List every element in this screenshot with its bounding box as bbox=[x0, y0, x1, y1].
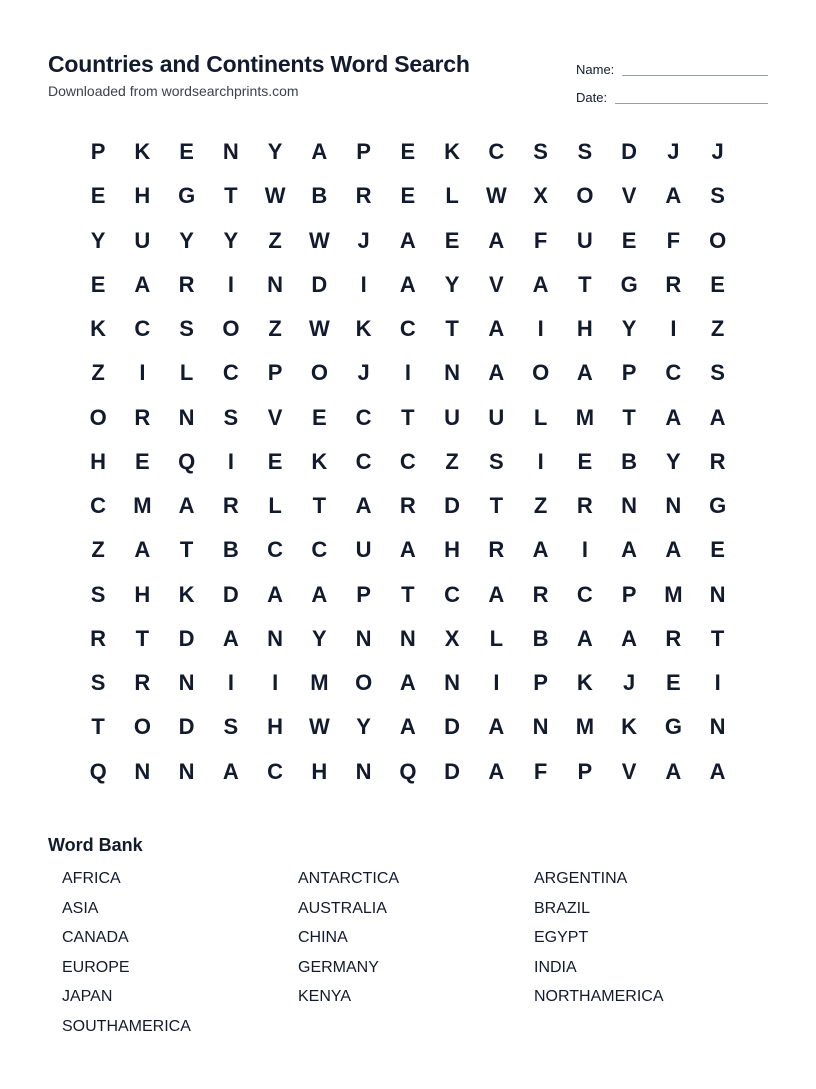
grid-cell[interactable]: I bbox=[272, 670, 279, 696]
grid-cell[interactable]: J bbox=[357, 227, 370, 253]
grid-cell[interactable]: Q bbox=[178, 448, 196, 474]
grid-cell[interactable]: A bbox=[222, 758, 239, 784]
grid-cell[interactable]: A bbox=[665, 758, 682, 784]
grid-cell[interactable]: T bbox=[710, 625, 725, 651]
grid-cell[interactable]: I bbox=[360, 271, 367, 297]
word-bank-item: AUSTRALIA bbox=[298, 899, 387, 917]
grid-cell[interactable]: H bbox=[267, 714, 284, 740]
grid-cell[interactable]: C bbox=[355, 448, 372, 474]
grid-cell[interactable]: S bbox=[90, 670, 106, 696]
grid-cell[interactable]: A bbox=[576, 360, 593, 386]
grid-cell[interactable]: X bbox=[444, 625, 460, 651]
grid-cell[interactable]: A bbox=[709, 404, 726, 430]
grid-cell[interactable]: K bbox=[355, 316, 372, 342]
grid-cell[interactable]: S bbox=[489, 448, 504, 474]
grid-cell[interactable]: A bbox=[488, 360, 505, 386]
grid-cell[interactable]: T bbox=[445, 316, 459, 342]
grid-cell[interactable]: E bbox=[267, 448, 283, 474]
grid-cell[interactable]: Z bbox=[91, 360, 105, 386]
grid-cell[interactable]: A bbox=[621, 537, 638, 563]
word-bank-item: EGYPT bbox=[534, 929, 589, 947]
grid-cell[interactable]: C bbox=[399, 316, 416, 342]
grid-cell[interactable]: A bbox=[399, 227, 416, 253]
grid-cell[interactable]: Q bbox=[89, 758, 107, 784]
grid-cell[interactable]: D bbox=[178, 625, 195, 651]
grid-cell[interactable]: N bbox=[178, 404, 195, 430]
grid-cell[interactable]: Y bbox=[90, 227, 106, 253]
grid-cell[interactable]: P bbox=[90, 139, 106, 165]
grid-cell[interactable]: J bbox=[623, 670, 636, 696]
grid-cell[interactable]: W bbox=[308, 227, 330, 253]
grid-cell[interactable]: N bbox=[621, 493, 638, 519]
grid-cell[interactable]: A bbox=[488, 316, 505, 342]
grid-cell[interactable]: S bbox=[710, 360, 725, 386]
grid-cell[interactable]: S bbox=[90, 581, 106, 607]
name-line[interactable] bbox=[622, 74, 768, 76]
grid-cell[interactable]: K bbox=[621, 714, 638, 740]
grid-cell[interactable]: M bbox=[575, 714, 595, 740]
grid-cell[interactable]: R bbox=[709, 448, 726, 474]
grid-cell[interactable]: V bbox=[489, 271, 504, 297]
grid-cell[interactable]: L bbox=[489, 625, 504, 651]
grid-cell[interactable]: A bbox=[488, 227, 505, 253]
grid-cell[interactable]: K bbox=[444, 139, 461, 165]
grid-cell[interactable]: T bbox=[622, 404, 636, 430]
grid-cell[interactable]: N bbox=[709, 581, 726, 607]
grid-cell[interactable]: A bbox=[532, 537, 549, 563]
grid-cell[interactable]: I bbox=[537, 316, 544, 342]
grid-cell[interactable]: O bbox=[310, 360, 328, 386]
letter-grid bbox=[76, 130, 740, 794]
grid-cell[interactable]: N bbox=[665, 493, 682, 519]
word-bank-item: AFRICA bbox=[62, 870, 121, 887]
grid-cell[interactable]: B bbox=[222, 537, 239, 563]
grid-cell[interactable]: L bbox=[268, 493, 282, 519]
grid-cell[interactable]: C bbox=[134, 316, 151, 342]
header bbox=[48, 50, 470, 100]
grid-cell[interactable]: B bbox=[532, 625, 549, 651]
word-bank-item: INDIA bbox=[534, 958, 577, 976]
grid-cell[interactable]: A bbox=[709, 758, 726, 784]
grid-cell[interactable]: O bbox=[709, 227, 727, 253]
grid-cell[interactable]: S bbox=[179, 316, 194, 342]
grid-cell[interactable]: P bbox=[621, 581, 637, 607]
page-title: Countries and Continents Word Search bbox=[48, 51, 470, 77]
word-bank-item: ASIA bbox=[62, 899, 99, 917]
grid-cell[interactable]: A bbox=[532, 271, 549, 297]
grid-cell[interactable]: I bbox=[714, 670, 721, 696]
grid-cell[interactable]: O bbox=[576, 183, 594, 209]
grid-cell[interactable]: C bbox=[576, 581, 593, 607]
grid-cell[interactable]: A bbox=[665, 183, 682, 209]
grid-cell[interactable]: W bbox=[308, 316, 330, 342]
word-bank-item: GERMANY bbox=[298, 958, 379, 976]
grid-cell[interactable]: I bbox=[493, 670, 500, 696]
grid-cell[interactable]: I bbox=[581, 537, 588, 563]
grid-cell[interactable]: B bbox=[621, 448, 638, 474]
grid-cell[interactable]: A bbox=[267, 581, 284, 607]
word-bank-item: BRAZIL bbox=[534, 899, 591, 917]
grid-cell[interactable]: A bbox=[311, 581, 328, 607]
grid-cell[interactable]: R bbox=[178, 271, 195, 297]
word-bank-item: ARGENTINA bbox=[534, 870, 628, 887]
grid-cell[interactable]: A bbox=[399, 714, 416, 740]
word-bank-item: CHINA bbox=[298, 929, 348, 947]
date-field bbox=[576, 78, 768, 106]
grid-cell[interactable]: R bbox=[532, 581, 549, 607]
grid-cell[interactable]: A bbox=[311, 139, 328, 165]
grid-cell[interactable]: E bbox=[666, 670, 681, 696]
grid-cell[interactable]: L bbox=[179, 360, 194, 386]
grid-cell[interactable]: H bbox=[576, 316, 593, 342]
grid-cell[interactable]: E bbox=[90, 183, 106, 209]
grid-cell[interactable]: R bbox=[222, 493, 239, 519]
grid-cell[interactable]: L bbox=[445, 183, 459, 209]
grid-cell[interactable]: T bbox=[91, 714, 105, 740]
grid-cell[interactable]: K bbox=[576, 670, 593, 696]
grid-cell[interactable]: C bbox=[267, 537, 284, 563]
grid-cell[interactable]: M bbox=[575, 404, 595, 430]
grid-cell[interactable]: R bbox=[399, 493, 416, 519]
grid-cell[interactable]: N bbox=[355, 625, 372, 651]
grid-cell[interactable]: K bbox=[311, 448, 328, 474]
grid-cell[interactable]: Y bbox=[223, 227, 239, 253]
grid-cell[interactable]: J bbox=[711, 139, 724, 165]
grid-cell[interactable]: I bbox=[537, 448, 544, 474]
grid-cell[interactable]: O bbox=[532, 360, 550, 386]
grid-cell[interactable]: A bbox=[488, 714, 505, 740]
grid-cell[interactable]: D bbox=[621, 139, 638, 165]
grid-cell[interactable]: D bbox=[311, 271, 328, 297]
grid-cell[interactable]: V bbox=[621, 183, 637, 209]
grid-cell[interactable]: M bbox=[133, 493, 152, 519]
grid-cell[interactable]: E bbox=[90, 271, 106, 297]
grid-cell[interactable]: S bbox=[710, 183, 725, 209]
grid-cell[interactable]: I bbox=[227, 670, 234, 696]
grid-cell[interactable]: K bbox=[90, 316, 107, 342]
word-bank-item: ANTARCTICA bbox=[298, 870, 400, 887]
grid-cell[interactable]: Y bbox=[621, 316, 637, 342]
grid-cell[interactable]: H bbox=[311, 758, 328, 784]
grid-cell[interactable]: Z bbox=[445, 448, 459, 474]
grid-cell[interactable]: N bbox=[134, 758, 151, 784]
grid-cell[interactable]: N bbox=[355, 758, 372, 784]
grid-cell[interactable]: C bbox=[311, 537, 328, 563]
grid-cell[interactable]: A bbox=[665, 537, 682, 563]
grid-cell[interactable]: P bbox=[533, 670, 548, 696]
grid-cell[interactable]: T bbox=[578, 271, 592, 297]
grid-cell[interactable]: P bbox=[577, 758, 593, 784]
grid-cell[interactable]: F bbox=[666, 227, 681, 253]
grid-cell[interactable]: Y bbox=[312, 625, 327, 651]
grid-cell[interactable]: N bbox=[399, 625, 416, 651]
grid-cell[interactable]: Q bbox=[399, 758, 417, 784]
grid-cell[interactable]: W bbox=[264, 183, 286, 209]
grid-cell[interactable]: U bbox=[576, 227, 593, 253]
grid-cell[interactable]: Z bbox=[268, 227, 282, 253]
grid-cell[interactable]: G bbox=[664, 714, 682, 740]
grid-cell[interactable]: O bbox=[222, 316, 240, 342]
grid-cell[interactable]: T bbox=[224, 183, 238, 209]
grid-cell[interactable]: Z bbox=[710, 316, 725, 342]
grid-cell[interactable]: E bbox=[400, 139, 416, 165]
grid-cell[interactable]: S bbox=[533, 139, 548, 165]
grid-cell[interactable]: I bbox=[670, 316, 677, 342]
grid-cell[interactable]: E bbox=[444, 227, 460, 253]
grid-cell[interactable]: W bbox=[308, 714, 330, 740]
grid-cell[interactable]: Z bbox=[533, 493, 548, 519]
word-bank-item: NORTHAMERICA bbox=[534, 988, 664, 1006]
grid-cell[interactable]: H bbox=[444, 537, 461, 563]
grid-cell[interactable]: C bbox=[267, 758, 284, 784]
grid-cell[interactable]: H bbox=[90, 448, 107, 474]
grid-cell[interactable]: N bbox=[267, 625, 284, 651]
grid-cell[interactable]: I bbox=[227, 448, 234, 474]
grid-cell[interactable]: N bbox=[178, 670, 195, 696]
grid-cell[interactable]: A bbox=[355, 493, 372, 519]
grid-cell[interactable]: M bbox=[664, 581, 683, 607]
grid-cell[interactable]: R bbox=[134, 404, 151, 430]
grid-cell[interactable]: V bbox=[267, 404, 283, 430]
grid-cell[interactable]: Y bbox=[666, 448, 681, 474]
grid-cell[interactable]: V bbox=[621, 758, 637, 784]
grid-cell[interactable]: E bbox=[135, 448, 150, 474]
grid-cell[interactable]: A bbox=[488, 581, 505, 607]
grid-cell[interactable]: T bbox=[135, 625, 150, 651]
grid-cell[interactable]: C bbox=[399, 448, 416, 474]
date-label: Date: bbox=[576, 90, 608, 105]
grid-cell[interactable]: R bbox=[355, 183, 372, 209]
grid-cell[interactable]: T bbox=[312, 493, 327, 519]
grid-cell[interactable]: J bbox=[667, 139, 680, 165]
grid-cell[interactable]: R bbox=[488, 537, 505, 563]
grid-cell[interactable]: R bbox=[90, 625, 107, 651]
grid-cell[interactable]: T bbox=[401, 404, 415, 430]
student-fields bbox=[576, 50, 768, 106]
grid-cell[interactable]: E bbox=[312, 404, 327, 430]
grid-cell[interactable]: A bbox=[621, 625, 638, 651]
grid-cell[interactable]: N bbox=[178, 758, 195, 784]
word-bank-item: JAPAN bbox=[62, 988, 113, 1006]
grid-cell[interactable]: D bbox=[444, 493, 461, 519]
grid-cell[interactable]: C bbox=[222, 360, 239, 386]
grid-cell[interactable]: N bbox=[222, 139, 239, 165]
grid-cell[interactable]: E bbox=[710, 537, 725, 563]
grid-cell[interactable]: N bbox=[532, 714, 549, 740]
grid-cell[interactable]: F bbox=[533, 227, 548, 253]
grid-cell[interactable]: B bbox=[311, 183, 328, 209]
grid-cell[interactable]: Z bbox=[268, 316, 282, 342]
grid-cell[interactable]: N bbox=[267, 271, 284, 297]
grid-cell[interactable]: K bbox=[134, 139, 151, 165]
grid-cell[interactable]: G bbox=[178, 183, 196, 209]
grid-cell[interactable]: T bbox=[489, 493, 504, 519]
grid-cell[interactable]: U bbox=[134, 227, 151, 253]
word-bank-item: CANADA bbox=[62, 929, 129, 947]
grid-cell[interactable]: Z bbox=[91, 537, 105, 563]
grid-cell[interactable]: A bbox=[134, 537, 151, 563]
grid-cell[interactable]: C bbox=[488, 139, 505, 165]
grid-cell[interactable]: A bbox=[488, 758, 505, 784]
grid-cell[interactable]: O bbox=[89, 404, 107, 430]
grid-cell[interactable]: C bbox=[355, 404, 372, 430]
grid-cell[interactable]: F bbox=[533, 758, 548, 784]
grid-cell[interactable]: U bbox=[488, 404, 505, 430]
grid-cell[interactable]: D bbox=[444, 714, 461, 740]
grid-cell[interactable]: D bbox=[178, 714, 195, 740]
name-label: Name: bbox=[576, 62, 615, 77]
word-bank-item: KENYA bbox=[298, 988, 352, 1006]
page-subtitle: Downloaded from wordsearchprints.com bbox=[48, 83, 299, 99]
grid-cell[interactable]: T bbox=[179, 537, 194, 563]
date-line[interactable] bbox=[615, 102, 768, 104]
word-bank-item: EUROPE bbox=[62, 958, 130, 976]
grid-cell[interactable]: E bbox=[621, 227, 637, 253]
grid-cell[interactable]: R bbox=[665, 625, 682, 651]
grid-cell[interactable]: N bbox=[444, 360, 461, 386]
name-field bbox=[576, 50, 768, 78]
grid-cell[interactable]: N bbox=[444, 670, 461, 696]
grid-cell[interactable]: N bbox=[709, 714, 726, 740]
grid-cell[interactable]: T bbox=[401, 581, 415, 607]
grid-cell[interactable]: R bbox=[576, 493, 593, 519]
grid-cell[interactable]: S bbox=[223, 404, 239, 430]
grid-cell[interactable]: Y bbox=[267, 139, 283, 165]
grid-cell[interactable]: Y bbox=[356, 714, 371, 740]
grid-cell[interactable]: C bbox=[90, 493, 107, 519]
grid-cell[interactable]: A bbox=[665, 404, 682, 430]
grid-cell[interactable]: E bbox=[400, 183, 416, 209]
grid-cell[interactable]: E bbox=[577, 448, 593, 474]
word-bank bbox=[62, 868, 770, 1046]
grid-cell[interactable]: D bbox=[444, 758, 461, 784]
grid-cell[interactable]: W bbox=[485, 183, 507, 209]
grid-cell[interactable]: Y bbox=[444, 271, 460, 297]
grid-cell[interactable]: X bbox=[533, 183, 548, 209]
grid-cell[interactable]: Y bbox=[179, 227, 194, 253]
grid-cell[interactable]: A bbox=[178, 493, 195, 519]
grid-cell[interactable]: D bbox=[222, 581, 239, 607]
grid-cell[interactable]: M bbox=[310, 670, 329, 696]
grid-cell[interactable]: U bbox=[444, 404, 461, 430]
grid-cell[interactable]: H bbox=[134, 581, 151, 607]
grid-cell[interactable]: J bbox=[357, 360, 370, 386]
grid-cell[interactable]: H bbox=[134, 183, 151, 209]
word-bank-item: SOUTHAMERICA bbox=[62, 1017, 191, 1035]
grid-cell[interactable]: A bbox=[399, 670, 416, 696]
grid-cell[interactable]: C bbox=[665, 360, 682, 386]
grid-cell[interactable]: O bbox=[355, 670, 373, 696]
grid-cell[interactable]: S bbox=[577, 139, 593, 165]
grid-cell[interactable]: G bbox=[709, 493, 727, 519]
grid-cell[interactable]: I bbox=[139, 360, 146, 386]
grid-cell[interactable]: E bbox=[710, 271, 725, 297]
grid-cell[interactable]: A bbox=[134, 271, 151, 297]
grid-cell[interactable]: A bbox=[399, 271, 416, 297]
grid-cell[interactable]: A bbox=[576, 625, 593, 651]
grid-cell[interactable]: R bbox=[134, 670, 151, 696]
grid-cell[interactable]: A bbox=[399, 537, 416, 563]
grid-cell[interactable]: P bbox=[356, 581, 371, 607]
grid-cell[interactable]: E bbox=[179, 139, 194, 165]
grid-cell[interactable]: P bbox=[621, 360, 637, 386]
grid-cell[interactable]: K bbox=[178, 581, 195, 607]
grid-cell[interactable]: U bbox=[355, 537, 372, 563]
grid-cell[interactable]: R bbox=[665, 271, 682, 297]
grid-cell[interactable]: C bbox=[444, 581, 461, 607]
grid-cell[interactable]: I bbox=[227, 271, 234, 297]
grid-cell[interactable]: P bbox=[267, 360, 283, 386]
grid-cell[interactable]: A bbox=[222, 625, 239, 651]
grid-cell[interactable]: L bbox=[533, 404, 548, 430]
grid-cell[interactable]: S bbox=[223, 714, 239, 740]
word-bank-title: Word Bank bbox=[48, 835, 143, 855]
grid-cell[interactable]: P bbox=[356, 139, 371, 165]
grid-cell[interactable]: I bbox=[404, 360, 411, 386]
grid-cell[interactable]: O bbox=[133, 714, 151, 740]
grid-cell[interactable]: G bbox=[620, 271, 638, 297]
